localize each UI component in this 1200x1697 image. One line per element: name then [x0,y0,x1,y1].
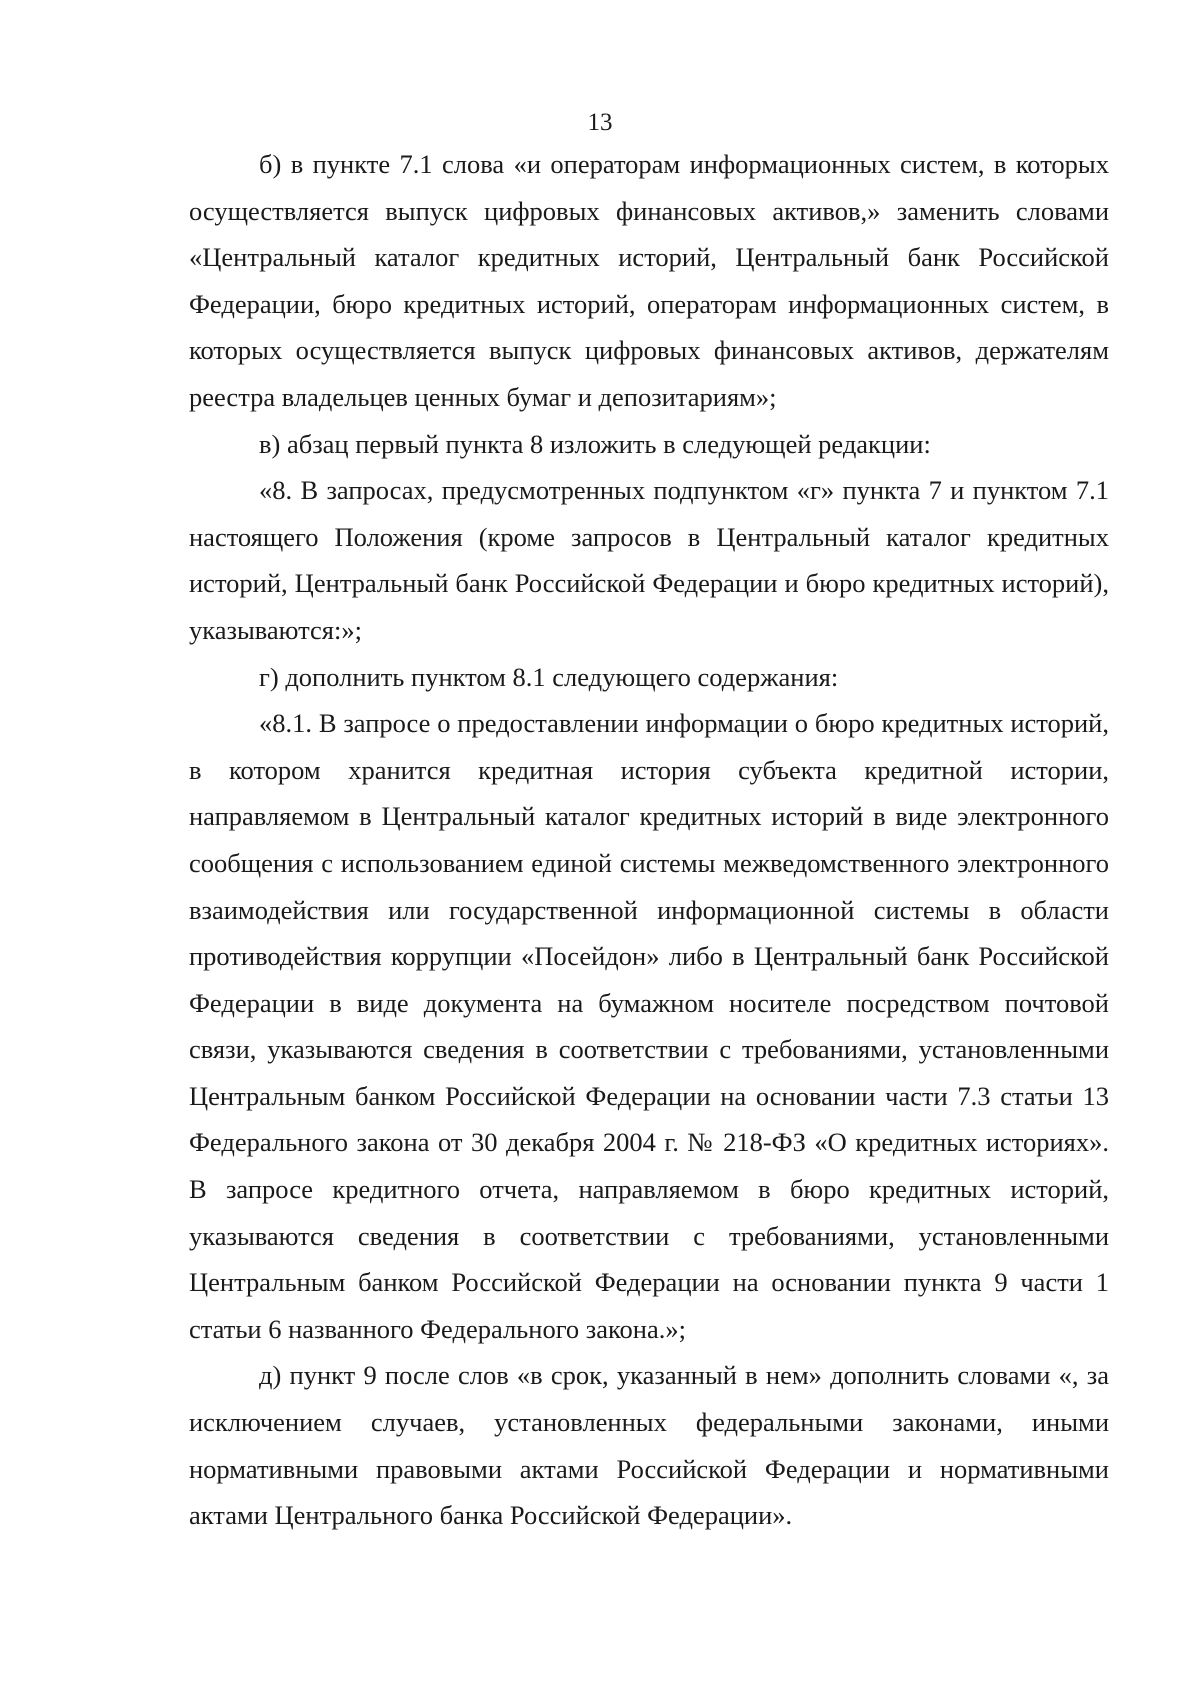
document-body [189,141,1109,1539]
paragraph-g-quote: «8.1. В запросе о предоставлении информации о бюро кредитных историй, в котором хранится кредитная история субъекта кредитной истории, направляемом в Центральный каталог кредитных историй в виде электронного сообщения с использованием единой системы межведомственного электронного взаимодействия или государственной информационной системы в области противодействия коррупции «Посейдон» либо в Центральный банк Российской Федерации в виде документа на бумажном носителе посредством почтовой связи, указываются сведения в соответствии с требованиями, установленными Центральным банком Российской Федерации на основании части 7.3 статьи 13 Федерального закона от 30 декабря 2004 г. № 218-ФЗ «О кредитных историях». В запросе кредитного отчета, направляемом в бюро кредитных историй, указываются сведения в соответствии с требованиями, установленными Центральным банком Российской Федерации на основании пункта 9 части 1 статьи 6 названного Федерального закона.»; [189,708,1109,1344]
paragraph-d: д) пункт 9 после слов «в срок, указанный в нем» дополнить словами «, за исключением случаев, установленных федеральными законами, иными нормативными правовыми актами Российской Федерации и нормативными актами Центрального банка Российской Федерации». [189,1360,1109,1531]
paragraph-b: б) в пункте 7.1 слова «и операторам информационных систем, в которых осуществляется выпуск цифровых финансовых активов,» заменить словами «Центральный каталог кредитных историй, Центральный банк Российской Федерации, бюро кредитных историй, операторам информационных систем, в которых осуществляется выпуск цифровых финансовых активов, держателям реестра владельцев ценных бумаг и депозитариям»; [189,149,1109,412]
paragraph-g: г) дополнить пунктом 8.1 следующего содержания: [259,661,839,692]
paragraph-v-quote: «8. В запросах, предусмотренных подпунктом «г» пункта 7 и пунктом 7.1 настоящего Положения (кроме запросов в Центральный каталог кредитных историй, Центральный банк Российской Федерации и бюро кредитных историй), указываются:»; [189,475,1109,645]
page-number: 13 [587,109,613,136]
paragraph-v: в) абзац первый пункта 8 изложить в следующей редакции: [259,428,931,459]
